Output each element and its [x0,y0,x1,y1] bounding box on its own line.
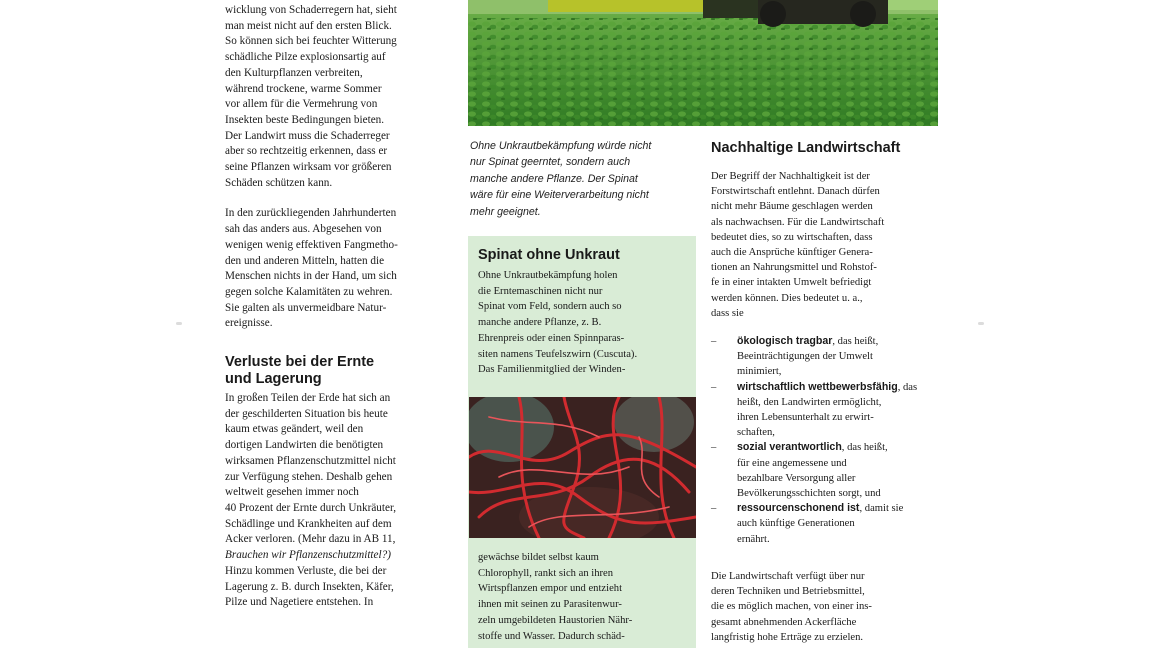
list-dash: – [711,503,717,515]
text-line: die es möglich machen, von einer ins- [711,601,872,613]
text-line: bedeutet dies, so zu wirtschaften, dass [711,231,873,243]
text-line: heißt, den Landwirten ermöglicht, [737,396,882,408]
box-text [478,268,637,378]
text-line: Menschen nichts in der Hand, um sich [225,270,397,283]
list-item [711,501,917,547]
text-line: sah das anders aus. Abgesehen von [225,223,382,236]
text-line: manche andere Pflanze, z. B. [478,317,602,329]
text-line: dortigen Landwirten die benötigten [225,439,384,452]
text-line: Schäden schützen kann. [225,176,333,189]
list-item-rest: , das heißt, [841,442,888,454]
list-item-rest: , das heißt, [832,336,879,347]
text-line: stoffe und Wasser. Dadurch schäd- [478,630,625,642]
left-para-2 [225,206,450,332]
text-line: Chlorophyll, rankt sich an ihren [478,567,614,579]
text-line: Das Familienmitglied der Winden- [478,364,626,376]
left-para-3 [225,391,450,611]
text-line: deren Techniken und Betriebsmittel, [711,586,865,598]
text-line: Der Begriff der Nachhaltigkeit ist der [711,171,870,182]
right-para-2 [711,569,872,645]
text-line: werden können. Dies bedeutet u. a., [711,292,863,304]
text-line: den Kulturpflanzen verbreiten, [225,66,363,79]
text-line: minimiert, [737,366,782,378]
text-line: auch die Ansprüche künftiger Genera- [711,247,873,259]
text-line: fe in einer intakten Umwelt befriedigt [711,277,872,289]
box-title: Spinat ohne Unkraut [478,247,620,263]
text-line: 40 Prozent der Ernte durch Unkräuter, [225,501,397,514]
list-item-term: ressourcenschonend ist [737,502,860,515]
left-para-1 [225,3,450,191]
text-line: der geschilderten Situation bis heute [225,407,388,420]
text-line: tionen an Nahrungsmittel und Rohstof- [711,262,877,274]
heading-line: und Lagerung [225,371,322,388]
text-line: auch künftige Generationen [737,518,855,530]
text-line: Insekten beste Bedingungen bieten. [225,113,385,126]
text-line: wirksamen Pflanzenschutzmittel nicht [225,454,396,467]
text-line: ernährt. [737,533,770,545]
heading-line: Verluste bei der Ernte [225,354,375,371]
text-line: Schädlinge und Krankheiten auf dem [225,517,392,530]
text-line: Die Landwirtschaft verfügt über nur [711,571,865,582]
caption-line: wäre für eine Weiterverarbeitung nicht [470,189,649,202]
text-line: gegen solche Kalamitäten zu wehren. [225,285,393,298]
text-line: Lagerung z. B. durch Insekten, Käfer, [225,580,394,593]
text-line: Wirtspflanzen empor und entzieht [478,583,623,595]
list-item [711,380,917,441]
text-line: Beeinträchtigungen der Umwelt [737,351,873,363]
text-line: weltweit gesehen immer noch [225,486,359,499]
section-heading-losses [225,354,450,388]
text-line: ihren Lebensunterhalt zu erwirt- [737,412,874,424]
text-line: dass sie [711,307,744,319]
list-item-term: sozial verantwortlich [737,441,842,454]
text-line: In den zurückliegenden Jahrhunderten [225,207,397,220]
text-line: So können sich bei feuchter Witterung [225,35,397,48]
text-line: nicht mehr Bäume geschlagen werden [711,201,873,213]
text-line: während trockene, warme Sommer [225,82,382,95]
text-line: Acker verloren. (Mehr dazu in AB 11, [225,533,396,546]
text-line: Der Landwirt muss die Schaderreger [225,129,390,142]
text-line: langfristig hohe Erträge zu erzielen. [711,631,864,643]
text-line: aber so rechtzeitig erkennen, dass er [225,145,388,158]
text-line: als nachwachsen. Für die Landwirtschaft [711,216,885,228]
text-line: wicklung von Schaderregern hat, sieht [225,4,397,16]
text-line: die Erntemaschinen nicht nur [478,285,603,297]
text-line: zeln umgebildeten Haustorien Nähr- [478,614,633,626]
text-line: man meist nicht auf den ersten Blick. [225,19,392,32]
spinach-field-photo [468,0,938,126]
text-line: gewächse bildet selbst kaum [478,552,599,563]
list-dash: – [711,336,717,347]
spinach-field-image [468,0,938,126]
text-line: Ohne Unkrautbekämpfung holen [478,270,618,281]
caption-line: nur Spinat geerntet, sondern auch [470,156,631,169]
caption-line: manche andere Pflanze. Der Spinat [470,172,638,185]
text-line: den und anderen Mitteln, hatten die [225,254,385,267]
text-line: vor allem für die Vermehrung von [225,98,378,111]
sustainability-list [711,334,917,547]
text-line: Ehrenpreis oder einen Spinnparas- [478,332,625,344]
text-line: Spinat vom Feld, sondern auch so [478,301,622,313]
text-line: gesamt abnehmenden Ackerfläche [711,616,857,628]
text-line: Bevölkerungsschichten sorgt, und [737,488,881,500]
dodder-image [469,397,696,538]
text-line: seine Pflanzen wirksam vor größeren [225,161,392,174]
text-line: kaum etwas geändert, weil den [225,423,364,436]
text-line: ihnen mit seinen zu Parasitenwur- [478,599,622,611]
text-line: Hinzu kommen Verluste, die bei der [225,564,387,577]
dodder-parasite-photo [469,397,696,538]
text-line: ereignisse. [225,317,273,330]
list-item [711,440,917,501]
text-line: schädliche Pilze explosionsartig auf [225,51,386,64]
text-line: für eine angemessene und [737,457,847,469]
caption-line: mehr geeignet. [470,205,541,218]
text-line: Sie galten als unvermeidbare Natur- [225,301,387,314]
text-line: wenigen wenig effektiven Fangmetho- [225,238,398,251]
list-dash: – [711,442,717,454]
text-line: Pilze und Nagetiere entstehen. In [225,596,374,609]
right-para-1 [711,169,884,321]
text-line: schaften, [737,427,775,439]
list-item-rest: , damit sie [859,503,904,515]
caption-line: Ohne Unkrautbekämpfung würde nicht [470,140,652,152]
text-line: Forstwirtschaft entlehnt. Danach dürfen [711,186,880,198]
text-line: bezahlbare Versorgung aller [737,472,856,484]
list-item [711,334,917,380]
text-line: siten namens Teufelszwirn (Cuscuta). [478,348,638,360]
text-line: zur Verfügung stehen. Deshalb gehen [225,470,393,483]
right-edge-marker [978,322,984,325]
box-text-continued [478,550,632,644]
list-item-term: ökologisch tragbar [737,335,833,347]
left-column [225,3,450,611]
text-line: Brauchen wir Pflanzenschutzmittel?) [225,549,391,562]
section-heading-sustainable: Nachhaltige Landwirtschaft [711,140,901,156]
text-line: In großen Teilen der Erde hat sich an [225,392,391,405]
list-item-rest: , das [897,381,918,393]
photo-caption [470,138,700,220]
list-item-term: wirtschaftlich wettbewerbsfähig [737,380,898,393]
left-edge-marker [176,322,182,325]
list-dash: – [711,381,717,393]
